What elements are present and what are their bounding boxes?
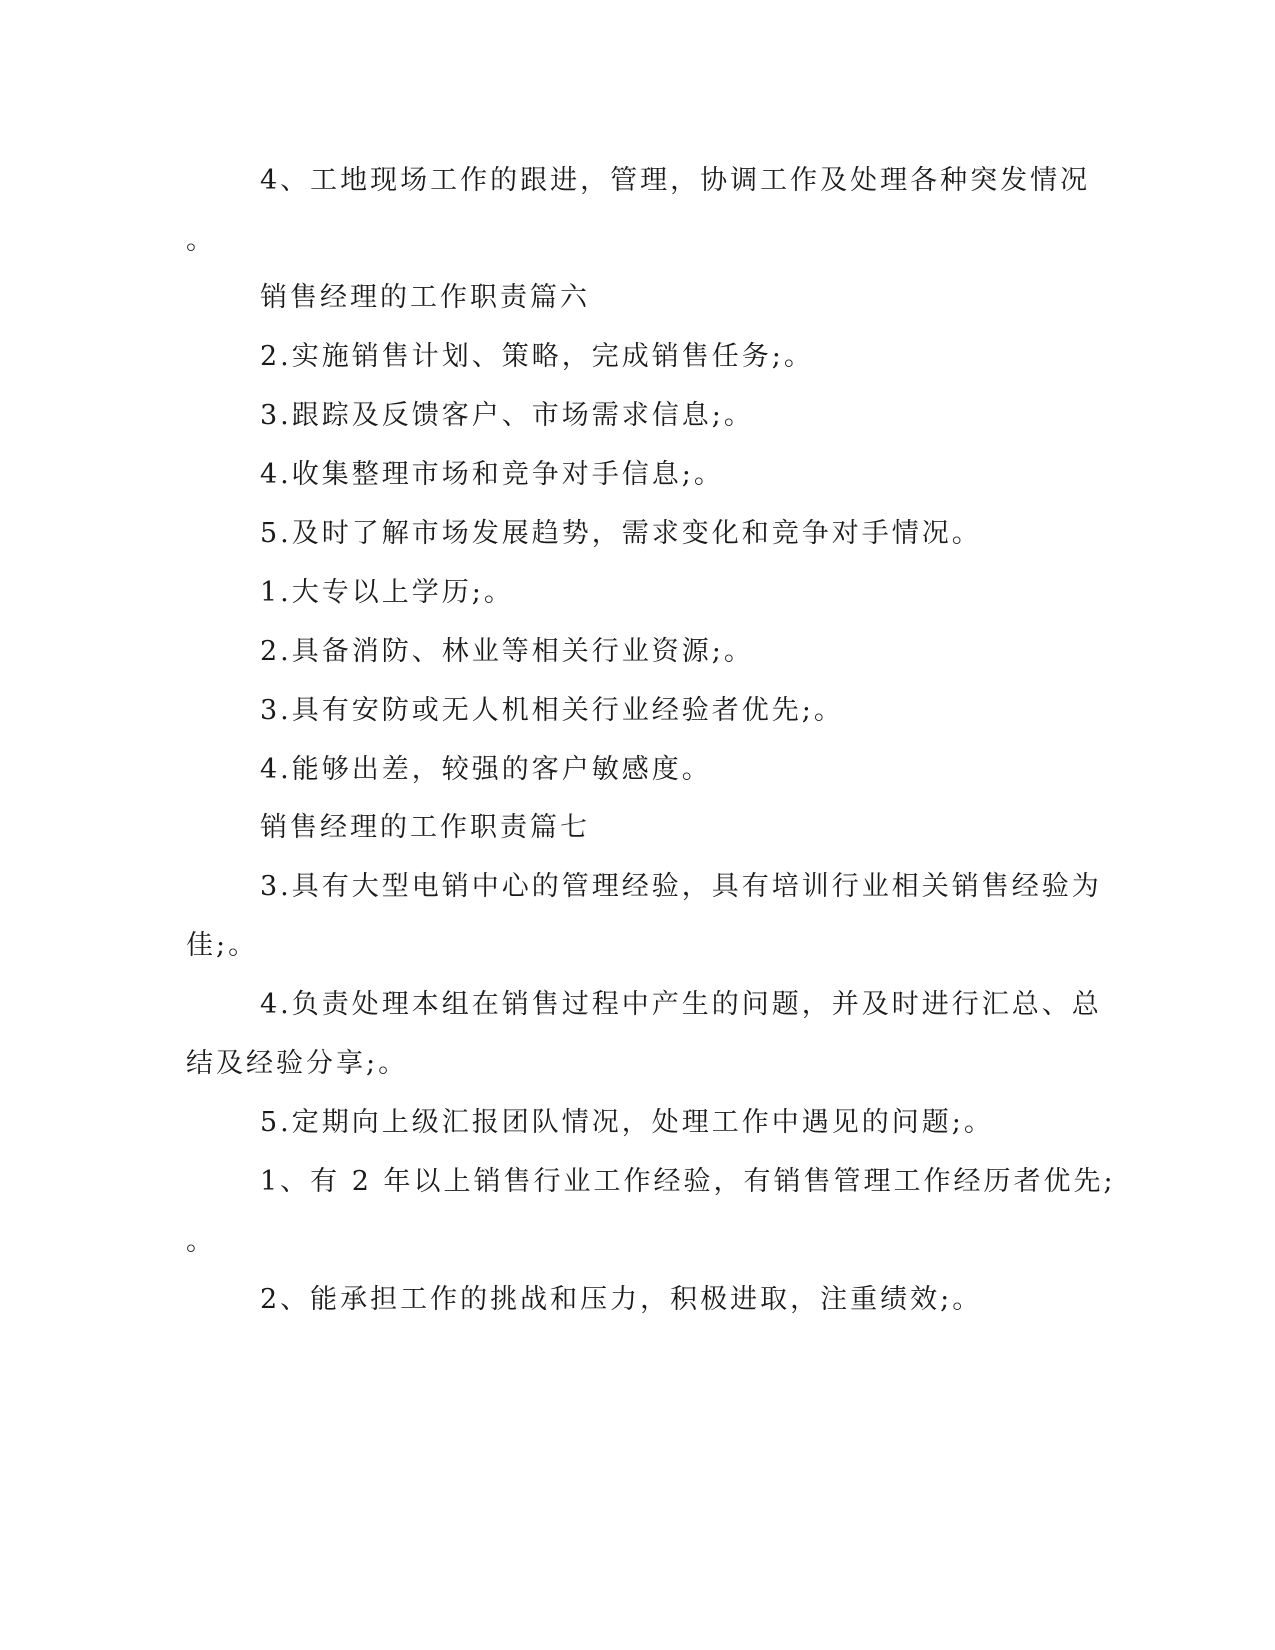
section-heading: 销售经理的工作职责篇六 (260, 282, 590, 313)
paragraph-line: 2.实施销售计划、策略，完成销售任务;。 (260, 341, 814, 372)
paragraph-line: 。 (186, 1226, 216, 1257)
paragraph-line: 5.定期向上级汇报团队情况，处理工作中遇见的问题;。 (260, 1107, 994, 1138)
paragraph-line: 1、有 2 年以上销售行业工作经验，有销售管理工作经历者优先; (260, 1166, 1116, 1197)
paragraph-line: 2.具备消防、林业等相关行业资源;。 (260, 636, 754, 667)
paragraph-line: 2、能承担工作的挑战和压力，积极进取，注重绩效;。 (260, 1284, 983, 1315)
paragraph-line: 1.大专以上学历;。 (260, 577, 514, 608)
paragraph-line: 。 (186, 225, 216, 256)
paragraph-line: 3.跟踪及反馈客户、市场需求信息;。 (260, 400, 754, 431)
paragraph-line: 5.及时了解市场发展趋势，需求变化和竞争对手情况。 (260, 518, 982, 549)
paragraph-line: 佳;。 (186, 930, 259, 961)
paragraph-line: 结及经验分享;。 (186, 1048, 409, 1079)
paragraph-line: 3.具有安防或无人机相关行业经验者优先;。 (260, 695, 844, 726)
paragraph-line: 4.能够出差，较强的客户敏感度。 (260, 754, 712, 785)
paragraph-line: 4、工地现场工作的跟进，管理，协调工作及处理各种突发情况 (260, 165, 1091, 196)
paragraph-line: 4.收集整理市场和竞争对手信息;。 (260, 459, 724, 490)
paragraph-line: 3.具有大型电销中心的管理经验，具有培训行业相关销售经验为 (260, 871, 1102, 902)
section-heading: 销售经理的工作职责篇七 (260, 812, 590, 843)
paragraph-line: 4.负责处理本组在销售过程中产生的问题，并及时进行汇总、总 (260, 989, 1102, 1020)
